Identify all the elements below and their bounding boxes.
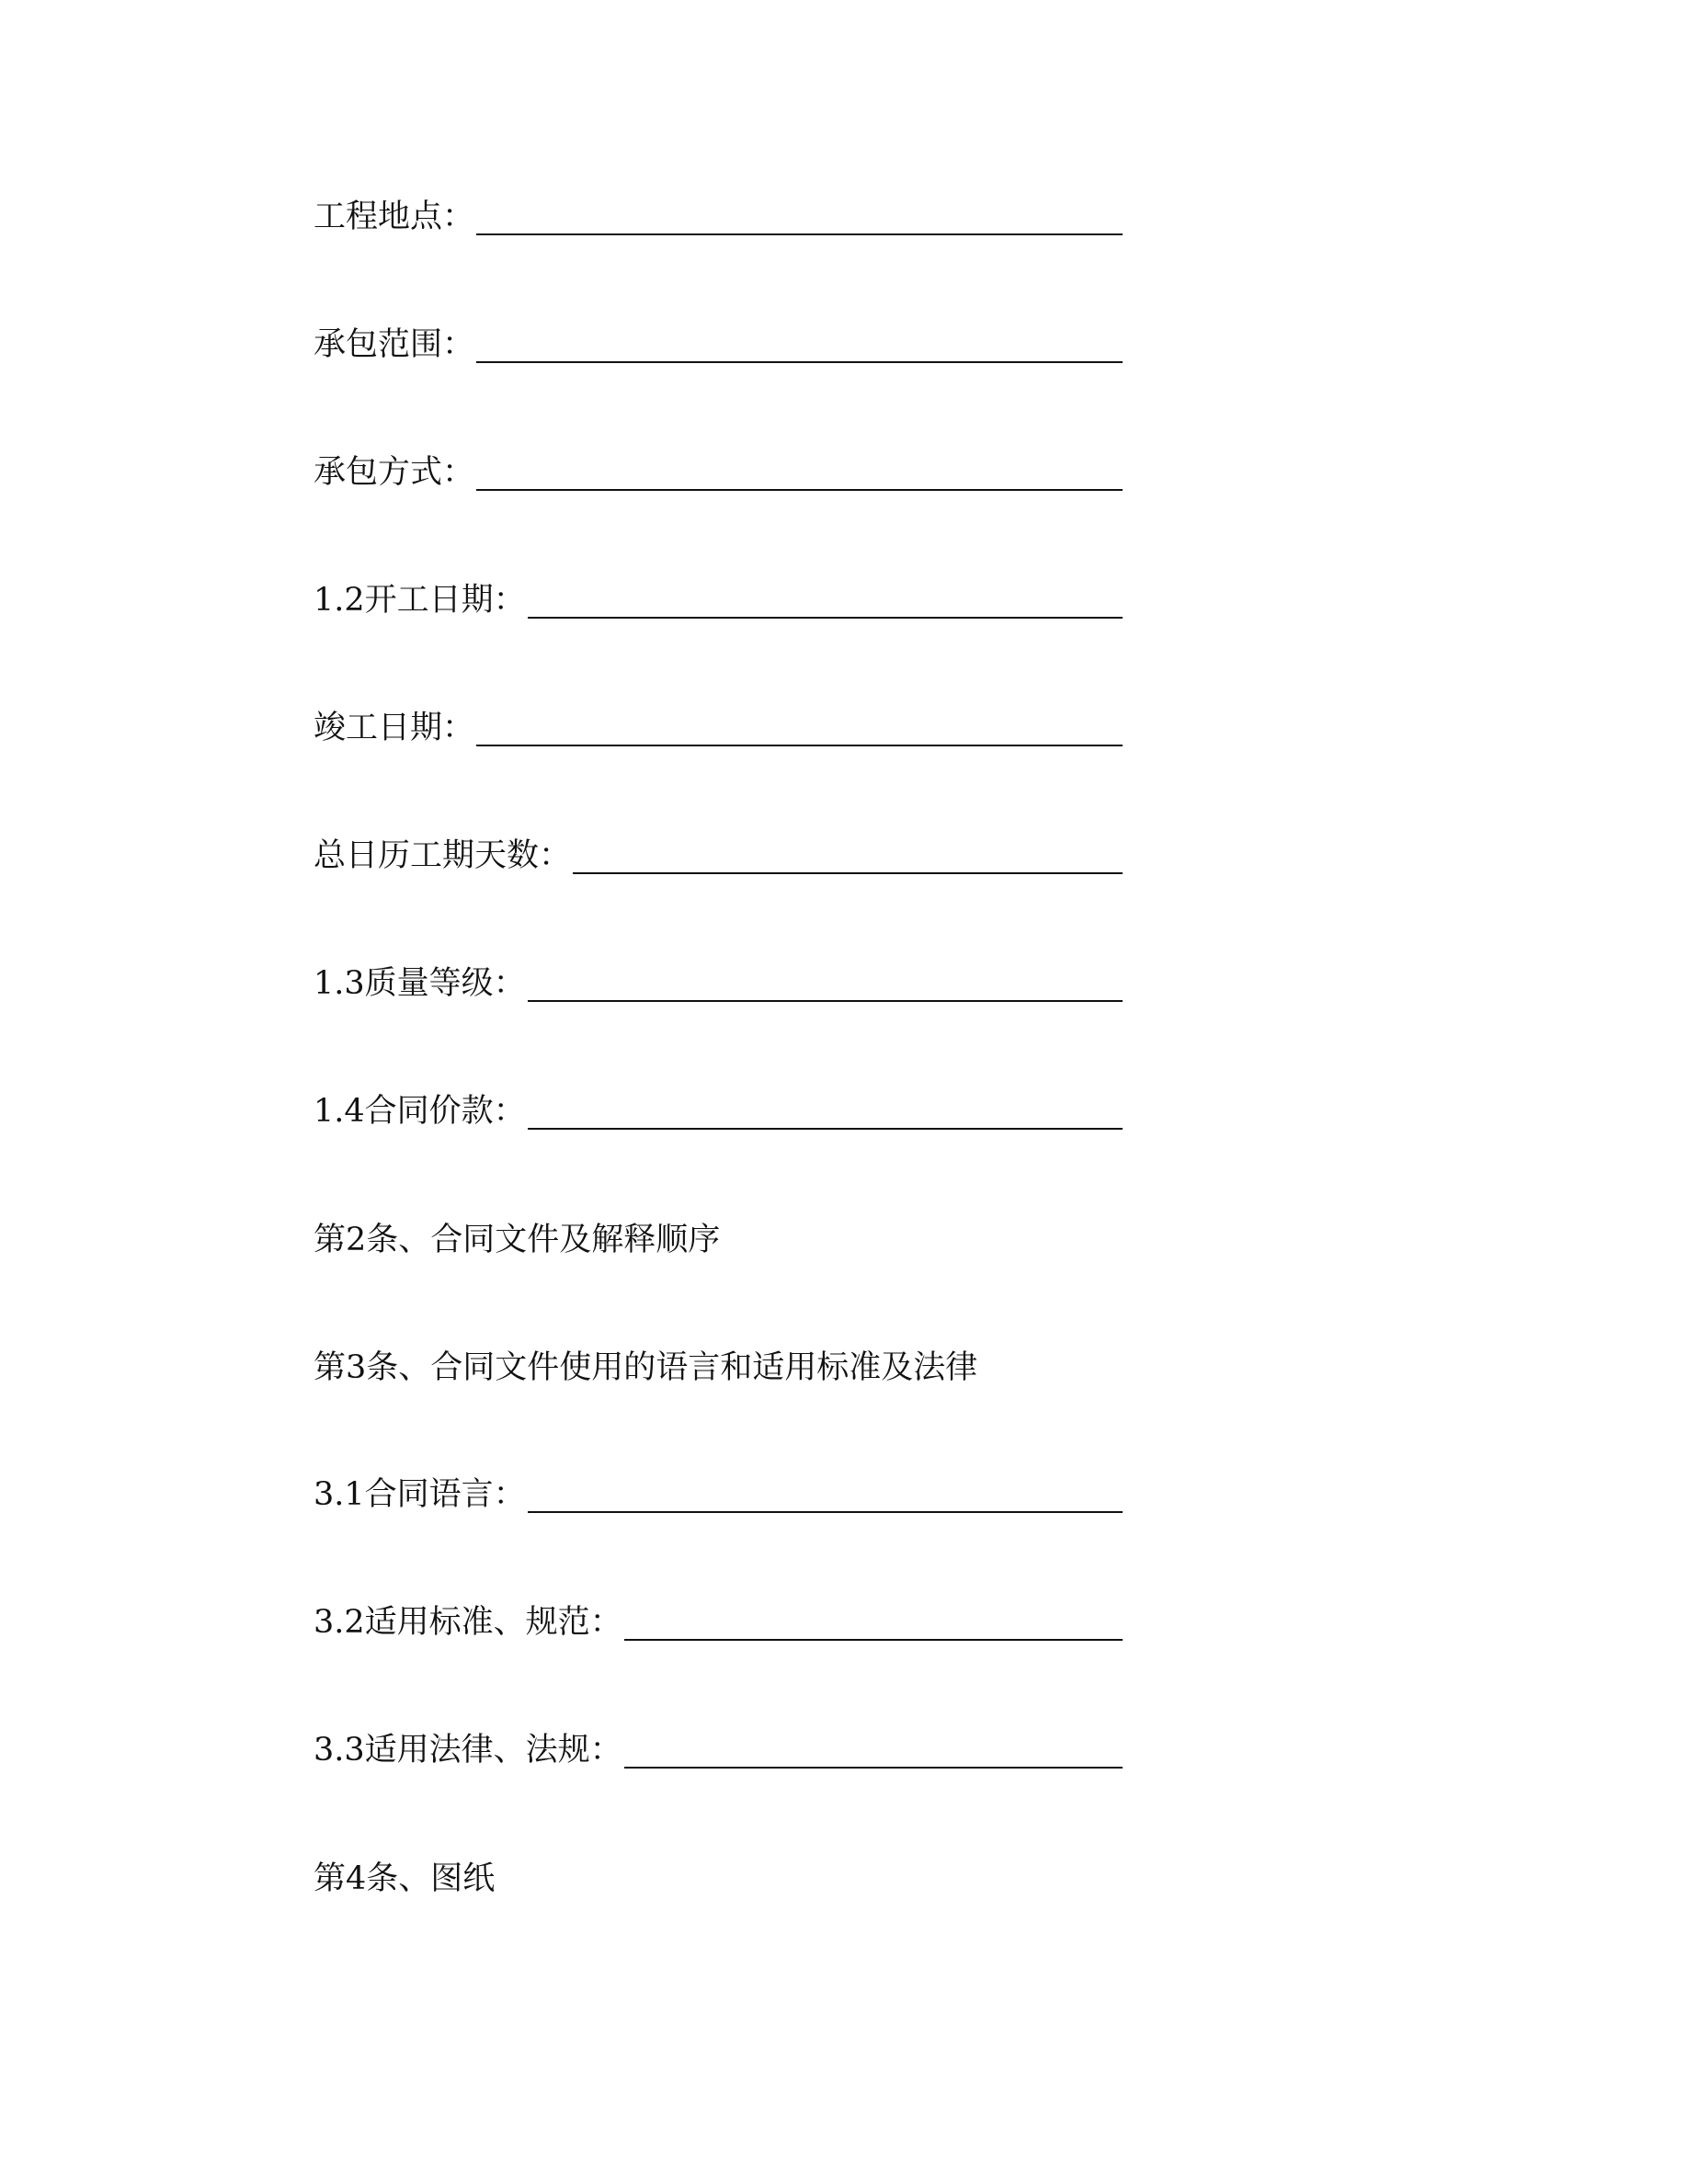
field-label: 1.3质量等级： [314,965,526,1002]
fill-in-blank[interactable] [528,617,1123,619]
section-heading-article-4: 第4条、图纸 [314,1860,496,1897]
field-project-location [314,191,1123,237]
fill-in-blank[interactable] [476,233,1123,235]
field-completion-date [314,702,1123,748]
field-contract-method [314,447,1123,493]
fill-in-blank[interactable] [528,1000,1123,1002]
fill-in-blank[interactable] [476,489,1123,491]
field-contract-scope [314,319,1123,365]
field-label: 总日历工期天数： [314,837,572,874]
section-heading-article-3: 第3条、合同文件使用的语言和适用标准及法律 [314,1349,978,1386]
field-applicable-standards [314,1597,1123,1643]
field-quality-grade [314,958,1123,1004]
field-label: 3.3适用法律、法规： [314,1732,622,1769]
field-contract-language [314,1469,1123,1515]
fill-in-blank[interactable] [528,1511,1123,1513]
field-label: 1.2开工日期： [314,582,526,619]
fill-in-blank[interactable] [573,872,1123,874]
field-label: 3.2适用标准、规范： [314,1604,622,1641]
field-label: 承包范围： [314,326,475,363]
field-total-days [314,830,1123,876]
field-label: 1.4合同价款： [314,1093,526,1130]
fill-in-blank[interactable] [528,1128,1123,1130]
field-contract-price [314,1086,1123,1132]
fill-in-blank[interactable] [476,745,1123,746]
field-start-date [314,574,1123,620]
field-applicable-laws [314,1724,1123,1770]
field-label: 工程地点： [314,199,475,235]
fill-in-blank[interactable] [624,1767,1123,1769]
section-heading-article-2: 第2条、合同文件及解释顺序 [314,1222,721,1258]
fill-in-blank[interactable] [476,361,1123,363]
field-label: 承包方式： [314,454,475,491]
field-label: 竣工日期： [314,710,475,746]
field-label: 3.1合同语言： [314,1476,526,1513]
fill-in-blank[interactable] [624,1639,1123,1641]
